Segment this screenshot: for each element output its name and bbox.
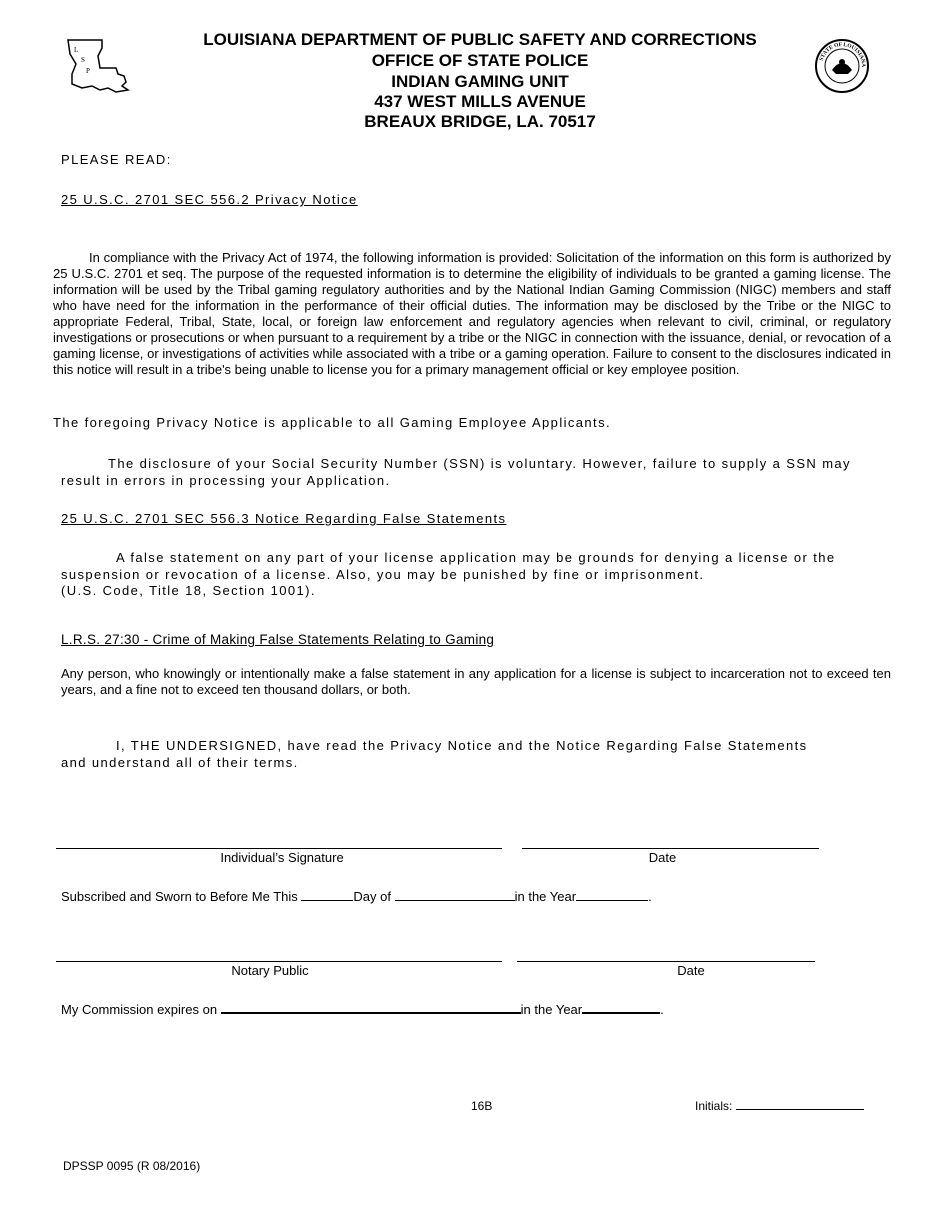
signature-date-line[interactable] — [522, 848, 819, 849]
commission-statement — [61, 1000, 664, 1018]
lsp-letter-s: S — [81, 56, 85, 64]
commission-year-blank[interactable] — [582, 1000, 660, 1014]
acknowledgment-paragraph — [61, 737, 821, 771]
false-statements-text: A false statement on any part of your license application may be grounds for denying a license or the suspension or revocation of a license. Also, you may be punished by fine or imprisonment. — [61, 550, 836, 582]
initials-blank[interactable] — [736, 1099, 864, 1110]
sworn-statement — [61, 888, 652, 905]
privacy-applicable-text: The foregoing Privacy Notice is applicable to all Gaming Employee Applicants. — [53, 415, 611, 430]
header-line-1: LOUISIANA DEPARTMENT OF PUBLIC SAFETY AND CORRECTIONS — [203, 30, 757, 49]
sworn-text-2: Day of — [353, 889, 391, 904]
lrs-text: Any person, who knowingly or intentionally make a false statement in any application for a license is subject to incarceration not to exceed ten years, and a fine not to exceed ten thousand dollars, or both. — [61, 666, 891, 697]
notary-date-label: Date — [677, 963, 705, 978]
form-number: DPSSP 0095 (R 08/2016) — [63, 1159, 201, 1173]
commission-end: . — [660, 1002, 664, 1017]
ssn-disclosure-paragraph — [61, 455, 851, 489]
sworn-year-blank[interactable] — [576, 888, 648, 901]
page-code: 16B — [471, 1099, 493, 1113]
sworn-day-blank[interactable] — [301, 888, 353, 901]
notary-date-line[interactable] — [517, 961, 815, 962]
lrs-paragraph — [61, 666, 891, 698]
lsp-letter-p: P — [86, 67, 90, 75]
header-line-4: 437 WEST MILLS AVENUE — [374, 92, 586, 111]
svg-text:STATE OF LOUISIANA: STATE OF LOUISIANA — [818, 41, 867, 68]
commission-text-2: in the Year — [520, 1002, 583, 1017]
sworn-end: . — [648, 889, 652, 904]
individual-signature-line[interactable] — [56, 848, 502, 849]
ssn-disclosure-text: The disclosure of your Social Security Number (SSN) is voluntary. However, failure to supply a SSN may result in errors in processing your Application. — [61, 456, 851, 488]
false-statements-paragraph — [61, 549, 886, 583]
state-seal-logo — [814, 38, 870, 94]
sworn-text-1: Subscribed and Sworn to Before Me This — [61, 889, 298, 904]
sworn-text-3: in the Year — [514, 889, 577, 904]
notary-public-line[interactable] — [56, 961, 502, 962]
privacy-notice-heading: 25 U.S.C. 2701 SEC 556.2 Privacy Notice — [61, 192, 358, 207]
acknowledgment-text: I, THE UNDERSIGNED, have read the Privacy Notice and the Notice Regarding False Statements and understand all of their terms. — [61, 738, 808, 770]
lrs-heading: L.R.S. 27:30 - Crime of Making False Statements Relating to Gaming — [61, 632, 495, 647]
notary-public-label: Notary Public — [231, 963, 309, 978]
lsp-logo — [64, 38, 132, 94]
false-statements-citation: (U.S. Code, Title 18, Section 1001). — [61, 583, 316, 598]
initials-label: Initials: — [695, 1099, 733, 1113]
signature-date-label: Date — [648, 850, 677, 865]
lsp-letter-l: L — [74, 46, 79, 54]
header-line-2: OFFICE OF STATE POLICE — [371, 51, 589, 70]
initials-field — [695, 1099, 864, 1113]
false-statements-heading: 25 U.S.C. 2701 SEC 556.3 Notice Regarding False Statements — [61, 511, 507, 526]
commission-text-1: My Commission expires on — [61, 1002, 218, 1017]
commission-date-blank[interactable] — [221, 1000, 521, 1014]
privacy-notice-paragraph — [53, 250, 891, 378]
header-line-3: INDIAN GAMING UNIT — [391, 72, 569, 91]
sworn-month-blank[interactable] — [395, 888, 515, 901]
privacy-notice-text: In compliance with the Privacy Act of 1974, the following information is provided: Solicitation of the information on this form is authorized by 25 U.S.C. 2701 et seq. The purpose of the requested information is to determine the eligibility of individuals to be granted a gaming license. The information will be used by the Tribal gaming regulatory authorities and by the National Indian Gaming Commission (NIGC) members and staff who have need for the information in the performance of their official duties. The information may be disclosed by the Tribe or the NIGC to appropriate Federal, Tribal, State, local, or foreign law enforcement and regulatory agencies when relevant to civil, criminal, or regulatory investigations or prosecutions or when pursuant to a requirement by a tribe or the NIGC in connection with the issuance, denial, or revocation of a gaming license, or investigations of activities while associated with a tribe or a gaming operation. Failure to consent to the disclosures indicated in this notice will result in a tribe's being unable to license you for a primary management official or key employee position. — [53, 250, 891, 377]
please-read-label: PLEASE READ: — [61, 152, 172, 167]
header-line-5: BREAUX BRIDGE, LA. 70517 — [364, 112, 596, 131]
individual-signature-label: Individual’s Signature — [220, 850, 344, 865]
